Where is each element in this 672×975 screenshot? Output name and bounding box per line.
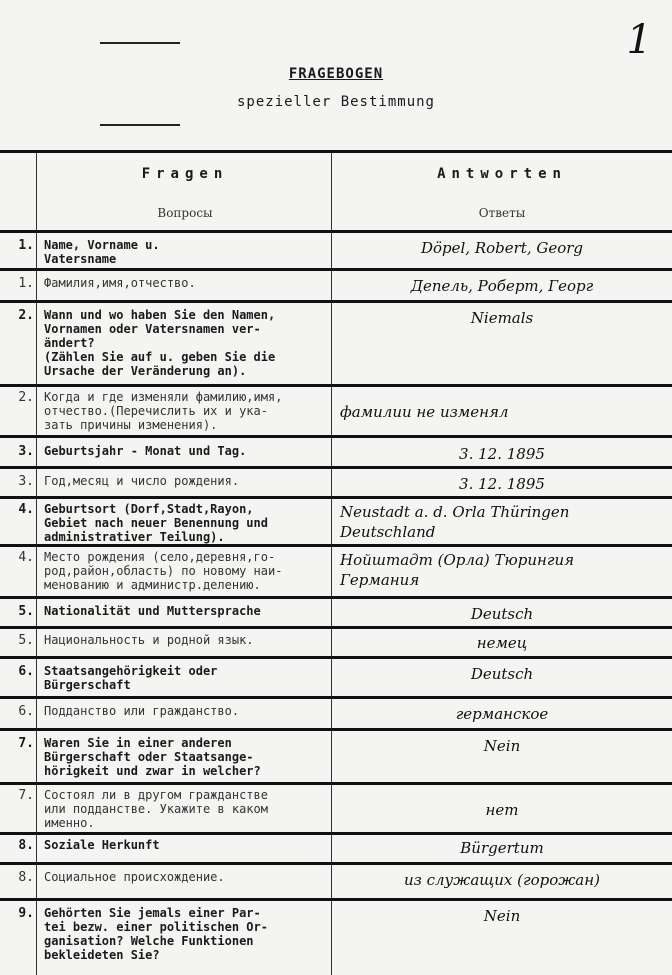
answer-text: германское [455, 705, 549, 723]
answer-text: 3. 12. 1895 [459, 475, 545, 493]
row-number: 6. [18, 704, 34, 719]
question-text: Geburtsjahr - Monat und Tag. [44, 444, 247, 458]
row-number: 4. [18, 502, 34, 517]
answer-text: Deutsch [470, 605, 534, 623]
row-number: 3. [18, 444, 34, 459]
row-number: 3. [18, 474, 34, 489]
row-rule [0, 268, 672, 271]
answer-text: Niemals [470, 309, 534, 327]
row-rule [0, 384, 672, 387]
row-rule [0, 300, 672, 303]
answer-text: Депель, Роберт, Георг [410, 277, 594, 295]
answer-text: Deutsch [470, 665, 534, 683]
question-text: Фамилия,имя,отчество. [44, 276, 196, 290]
question-text: Gehörten Sie jemals einer Par- tei bezw. einer politischen Or- ganisation? Welche Funktionen bekleideten Sie? [44, 906, 268, 962]
question-text: Подданство или гражданство. [44, 704, 240, 718]
row-number: 9. [18, 906, 34, 921]
question-text: Когда и где изменяли фамилию,имя, отчество.(Перечислить их и ука- зать причины изменения). [44, 390, 283, 432]
row-number: 1. [18, 276, 34, 291]
row-rule [0, 898, 672, 901]
row-rule [0, 496, 672, 499]
table-top-rule [0, 150, 672, 153]
answer-text: немец [476, 634, 528, 652]
question-text: Место рождения (село,деревня,го- род,район,область) по новому наи- менованию и администр.делению. [44, 550, 283, 592]
question-text: Nationalität und Muttersprache [44, 604, 261, 618]
row-number: 8. [18, 838, 34, 853]
row-rule [0, 596, 672, 599]
question-text: Год,месяц и число рождения. [44, 474, 240, 488]
question-text: Staatsangehörigkeit oder Bürgerschaft [44, 664, 218, 692]
header-rule-bottom [100, 124, 180, 126]
row-rule [0, 435, 672, 438]
row-rule [0, 696, 672, 699]
row-rule [0, 782, 672, 785]
row-rule [0, 728, 672, 731]
answer-text: 3. 12. 1895 [459, 445, 545, 463]
row-number: 2. [18, 308, 34, 323]
column-header-questions-ru: Вопросы [157, 206, 213, 220]
answer-text: из служащих (горожан) [404, 871, 600, 889]
answer-text: Bürgertum [460, 839, 544, 857]
row-number: 7. [18, 736, 34, 751]
column-header-questions: Fragen [141, 166, 229, 182]
row-rule [0, 466, 672, 469]
answer-text: Neustadt a. d. Orla Thüringen Deutschland [340, 503, 570, 541]
question-text: Состоял ли в другом гражданстве или подданстве. Укажите в каком именно. [44, 788, 268, 830]
question-text: Geburtsort (Dorf,Stadt,Rayon, Gebiet nach neuer Benennung und administrativer Teilung). [44, 502, 268, 544]
answer-text: Döpel, Robert, Georg [420, 239, 584, 257]
row-rule [0, 656, 672, 659]
question-text: Waren Sie in einer anderen Bürgerschaft oder Staatsange- hörigkeit und zwar in welcher? [44, 736, 261, 778]
row-rule [0, 626, 672, 629]
row-number: 1. [18, 238, 34, 253]
column-header-answers-ru: Ответы [478, 206, 526, 220]
header-rule-top [100, 42, 180, 44]
form-title: FRAGEBOGEN [288, 66, 384, 82]
column-header-answers: Antworten [437, 166, 567, 182]
row-rule [0, 544, 672, 547]
question-text: Национальность и родной язык. [44, 633, 254, 647]
row-number: 8. [18, 870, 34, 885]
row-number: 4. [18, 550, 34, 565]
column-divider-number [36, 150, 37, 975]
question-text: Name, Vorname u. Vatersname [44, 238, 160, 266]
row-number: 7. [18, 788, 34, 803]
row-rule [0, 862, 672, 865]
form-subtitle: spezieller Bestimmung [236, 94, 435, 110]
question-text: Wann und wo haben Sie den Namen, Vornamen oder Vatersnamen ver- ändert? (Zählen Sie auf u. geben Sie die Ursache der Veränderung an). [44, 308, 276, 378]
page-number: 1 [626, 17, 652, 63]
row-number: 5. [18, 633, 34, 648]
answer-text: нет [485, 801, 519, 819]
question-text: Социальное происхождение. [44, 870, 225, 884]
answer-text: Нойштадт (Орла) Тюрингия Германия [340, 551, 575, 589]
question-text: Soziale Herkunft [44, 838, 160, 852]
answer-text: фамилии не изменял [340, 403, 509, 421]
row-number: 5. [18, 604, 34, 619]
row-number: 6. [18, 664, 34, 679]
header-bottom-rule [0, 230, 672, 233]
row-rule [0, 832, 672, 835]
answer-text: Nein [483, 737, 521, 755]
answer-text: Nein [483, 907, 521, 925]
row-number: 2. [18, 390, 34, 405]
